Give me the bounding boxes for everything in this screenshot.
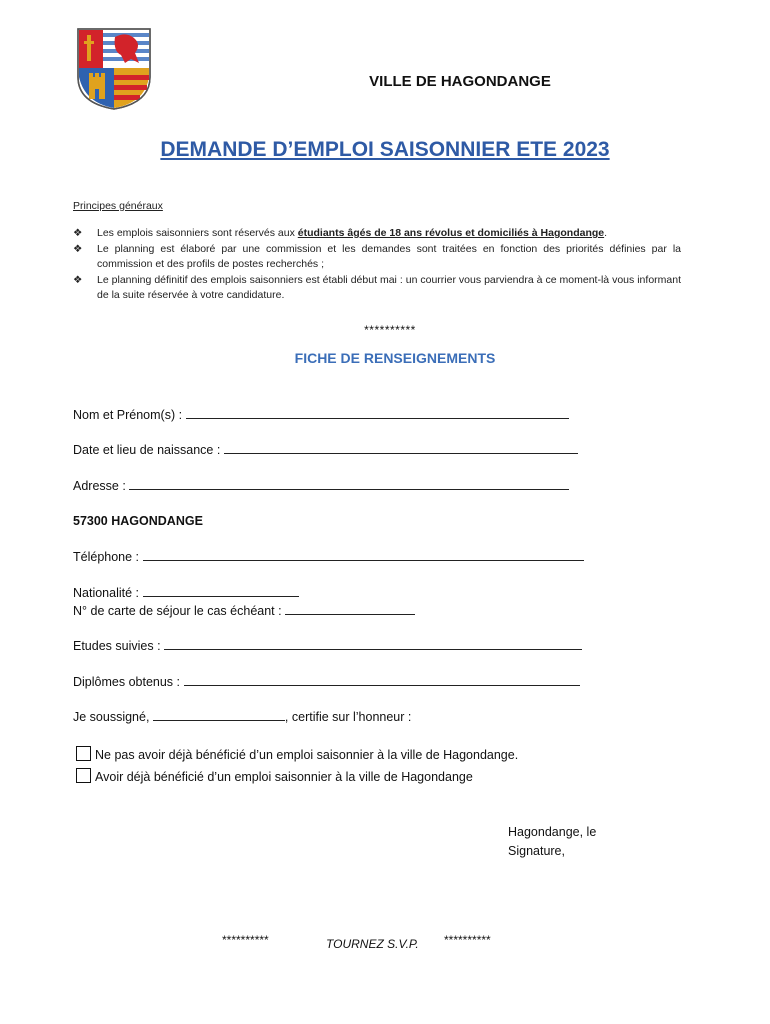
undersigned-input-line[interactable] xyxy=(153,709,285,721)
birth-input-line[interactable] xyxy=(224,442,578,454)
city-crest-logo xyxy=(75,27,153,111)
postal-city: 57300 HAGONDANGE xyxy=(73,514,203,528)
birth-label: Date et lieu de naissance : xyxy=(73,443,221,457)
signature-block xyxy=(508,823,596,861)
option-already-employed[interactable] xyxy=(76,768,473,784)
nationality-field[interactable] xyxy=(73,585,299,600)
address-label: Adresse : xyxy=(73,479,126,493)
birth-field[interactable] xyxy=(73,442,578,457)
option-already-employed-label: Avoir déjà bénéficié d’un emploi saisonnier à la ville de Hagondange xyxy=(95,770,473,784)
phone-label: Téléphone : xyxy=(73,550,140,564)
honour-statement: , certifie sur l’honneur : xyxy=(284,710,412,724)
residence-card-label: N° de carte de séjour le cas échéant : xyxy=(73,604,282,618)
turn-page-note: TOURNEZ S.V.P. xyxy=(326,937,419,951)
residence-card-input-line[interactable] xyxy=(285,603,415,615)
nationality-input-line[interactable] xyxy=(143,585,299,597)
bullet-icon: ❖ xyxy=(73,243,83,255)
principle-item: ❖ Le planning est élaboré par une commission et les demandes sont traitées en fonction des priorités définies par la commission et des profils de postes recherchés ; xyxy=(73,243,681,270)
studies-label: Etudes suivies : xyxy=(73,639,161,653)
footer-stars-right: ********** xyxy=(444,933,491,947)
separator-stars: ********** xyxy=(364,323,416,337)
address-input-line[interactable] xyxy=(129,478,569,490)
bullet-icon: ❖ xyxy=(73,274,83,286)
diplomas-field[interactable] xyxy=(73,674,580,689)
footer-stars-left: ********** xyxy=(222,933,269,947)
principle-item: ❖ Les emplois saisonniers sont réservés aux étudiants âgés de 18 ans révolus et domiciliés à Hagondange. xyxy=(73,227,608,239)
phone-field[interactable] xyxy=(73,549,584,564)
option-never-employed-label: Ne pas avoir déjà bénéficié d’un emploi saisonnier à la ville de Hagondange. xyxy=(95,748,519,762)
undersigned-label: Je soussigné, xyxy=(73,710,150,724)
city-name: VILLE DE HAGONDANGE xyxy=(369,73,551,90)
address-field[interactable] xyxy=(73,478,569,493)
phone-input-line[interactable] xyxy=(143,549,584,561)
principle-item: ❖ Le planning définitif des emplois saisonniers est établi début mai : un courrier vous parviendra à ce moment-là vous informant de la suite réservée à votre candidature. xyxy=(73,274,681,301)
principles-heading: Principes généraux xyxy=(73,200,163,212)
diplomas-label: Diplômes obtenus : xyxy=(73,675,181,689)
bullet-icon: ❖ xyxy=(73,227,83,239)
document-title: DEMANDE D’EMPLOI SAISONNIER ETE 2023 xyxy=(160,138,610,161)
nationality-label: Nationalité : xyxy=(73,586,140,600)
name-field[interactable] xyxy=(73,407,569,422)
name-input-line[interactable] xyxy=(186,407,569,419)
diplomas-input-line[interactable] xyxy=(184,674,580,686)
checkbox-never-employed[interactable] xyxy=(76,746,91,761)
undersigned-field[interactable] xyxy=(73,709,411,724)
studies-field[interactable] xyxy=(73,638,582,653)
option-never-employed[interactable] xyxy=(76,746,518,762)
name-label: Nom et Prénom(s) : xyxy=(73,408,183,422)
residence-card-field[interactable] xyxy=(73,603,415,618)
checkbox-already-employed[interactable] xyxy=(76,768,91,783)
signature-label: Signature, xyxy=(508,844,565,858)
form-title: FICHE DE RENSEIGNEMENTS xyxy=(294,350,496,366)
place-date: Hagondange, le xyxy=(508,825,597,839)
studies-input-line[interactable] xyxy=(164,638,582,650)
